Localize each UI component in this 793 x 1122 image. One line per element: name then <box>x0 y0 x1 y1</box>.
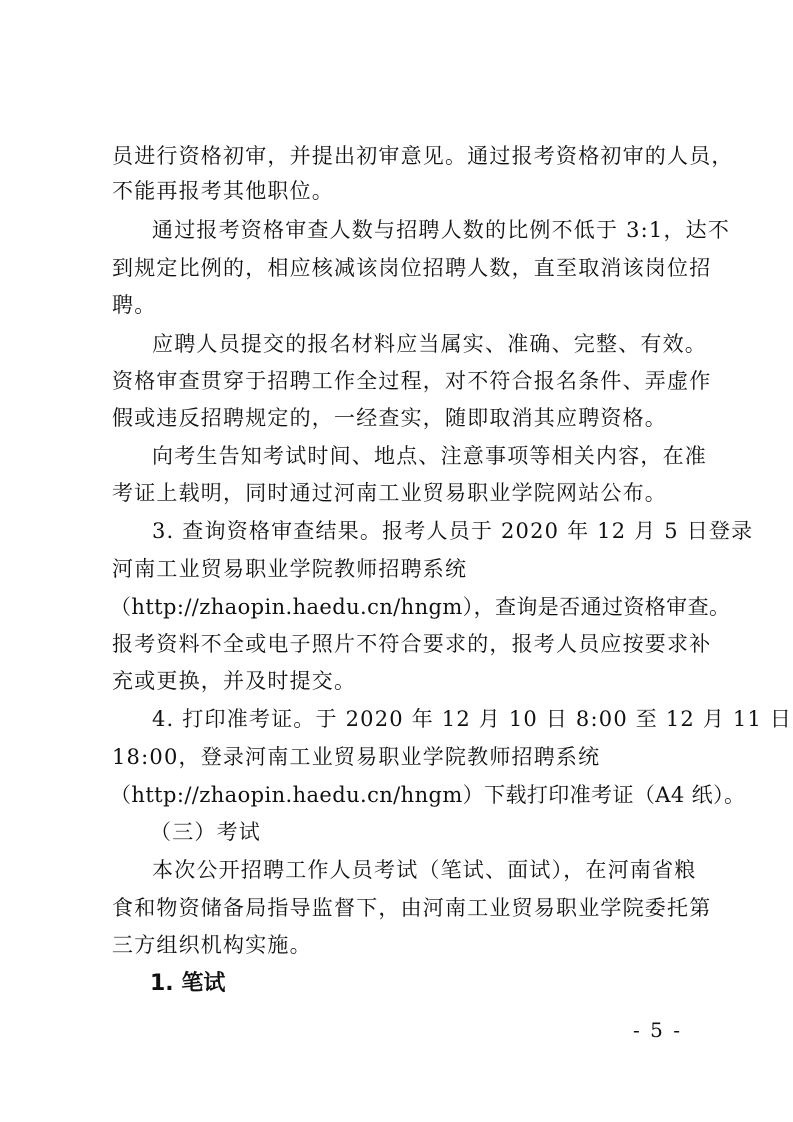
paragraph-line: 应聘人员提交的报名材料应当属实、准确、完整、有效。 <box>152 332 707 356</box>
paragraph-line: 不能再报考其他职位。 <box>112 179 334 203</box>
section-heading: 1. 笔试 <box>150 971 226 996</box>
paragraph-line: 资格审查贯穿于招聘工作全过程，对不符合报名条件、弄虚作 <box>112 369 712 393</box>
paragraph-line: 报考资料不全或电子照片不符合要求的，报考人员应按要求补 <box>112 632 712 656</box>
paragraph-line: 4. 打印准考证。于 2020 年 12 月 10 日 8:00 至 12 月 11 日 <box>152 707 793 731</box>
paragraph-line: 三方组织机构实施。 <box>112 933 312 957</box>
paragraph-line: 向考生告知考试时间、地点、注意事项等相关内容，在准 <box>152 444 707 468</box>
paragraph-line: 本次公开招聘工作人员考试（笔试、面试），在河南省粮 <box>152 858 697 882</box>
paragraph-line: 河南工业贸易职业学院教师招聘系统 <box>112 557 468 581</box>
paragraph-line: 食和物资储备局指导监督下，由河南工业贸易职业学院委托第 <box>112 896 712 920</box>
paragraph-line: 考证上载明，同时通过河南工业贸易职业学院网站公布。 <box>112 481 667 505</box>
paragraph-line: 员进行资格初审，并提出初审意见。通过报考资格初审的人员， <box>112 144 734 168</box>
paragraph-line: 假或违反招聘规定的，一经查实，随即取消其应聘资格。 <box>112 406 667 430</box>
section-subheading: （三）考试 <box>150 820 261 844</box>
paragraph-line: 聘。 <box>112 293 157 317</box>
paragraph-line: 充或更换，并及时提交。 <box>112 669 357 693</box>
paragraph-line: 通过报考资格审查人数与招聘人数的比例不低于 3:1，达不 <box>152 218 731 242</box>
page-number: - 5 - <box>633 1018 682 1042</box>
paragraph-line: 3. 查询资格审查结果。报考人员于 2020 年 12 月 5 日登录 <box>152 519 754 543</box>
paragraph-line: 到规定比例的，相应核减该岗位招聘人数，直至取消该岗位招 <box>112 256 712 280</box>
paragraph-line: 18:00，登录河南工业贸易职业学院教师招聘系统 <box>112 745 601 769</box>
paragraph-line: （http://zhaopin.haedu.cn/hngm），查询是否通过资格审查。 <box>110 595 731 619</box>
paragraph-line: （http://zhaopin.haedu.cn/hngm）下载打印准考证（A4 纸）。 <box>110 783 746 807</box>
